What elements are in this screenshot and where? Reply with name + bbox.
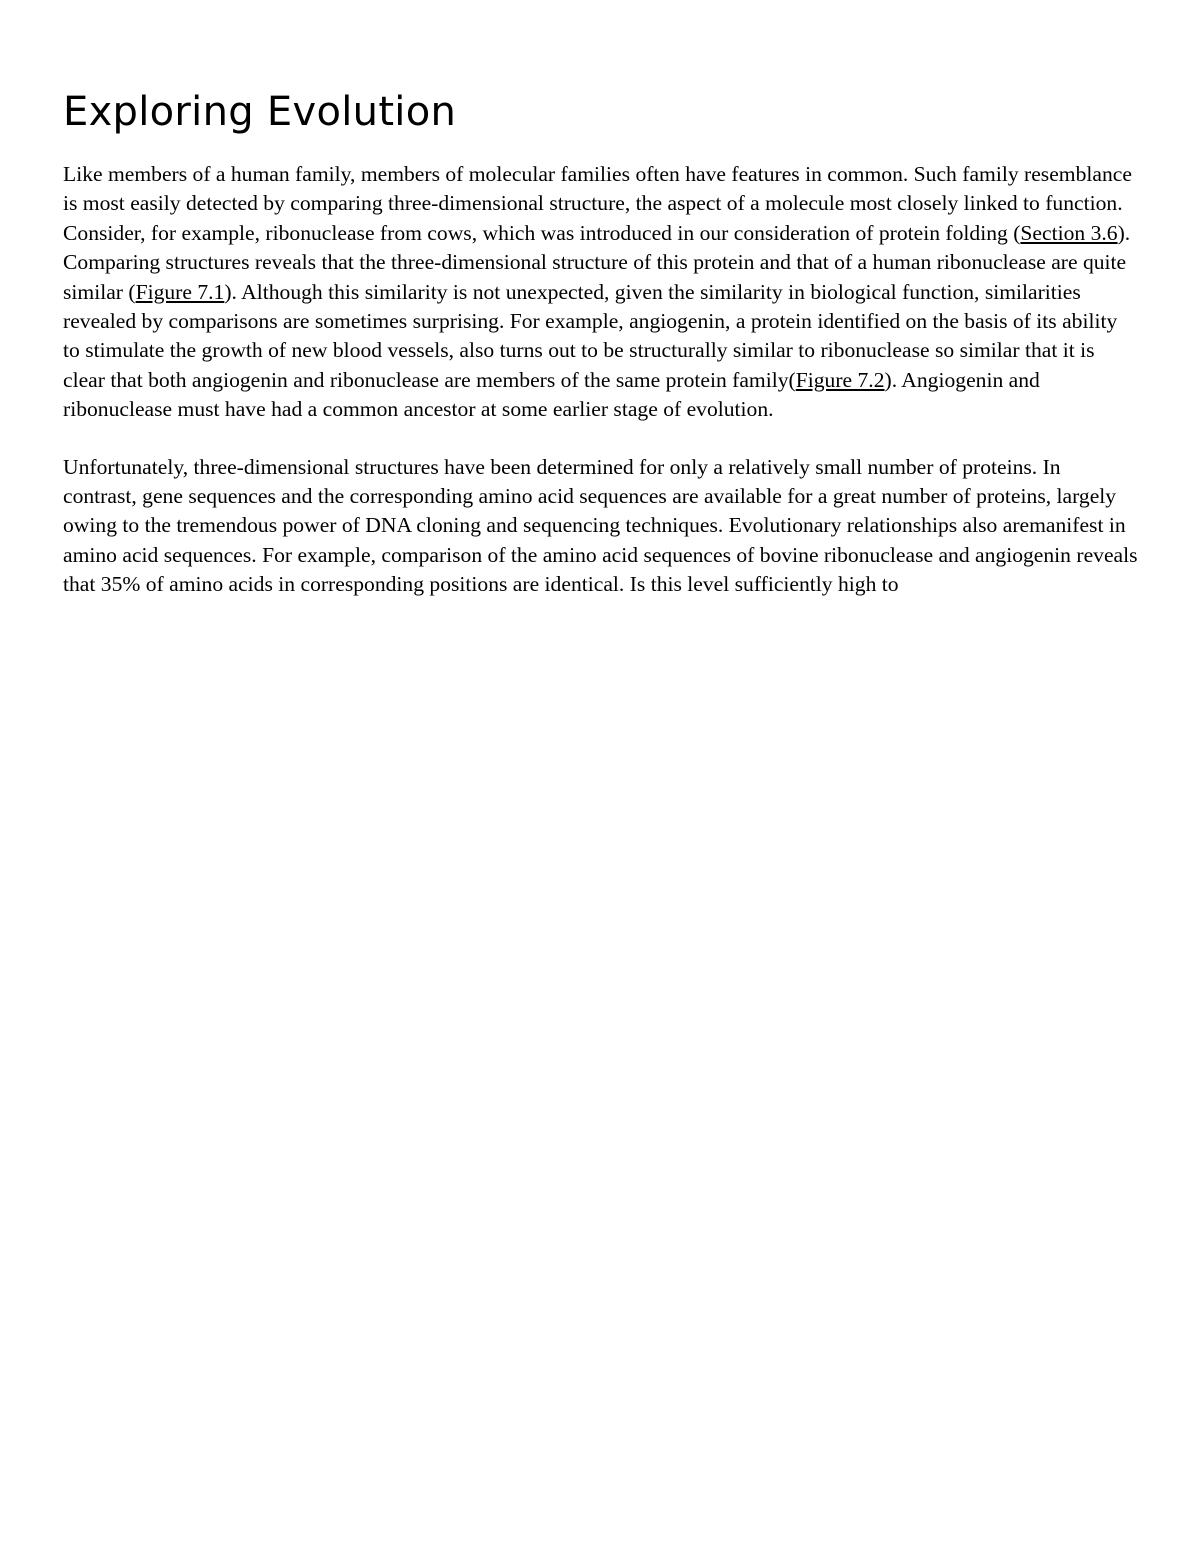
section-3-6-link[interactable]: Section 3.6 bbox=[1020, 220, 1118, 245]
figure-7-1-link[interactable]: Figure 7.1 bbox=[135, 279, 225, 304]
paragraph-1-text-2: ). Comparing structures reveals that the three-dimensional structure of this protein and that of a human ribonuclease are quite similar ( bbox=[63, 220, 1131, 304]
figure-7-2-link[interactable]: Figure 7.2 bbox=[795, 367, 885, 392]
paragraph-1 bbox=[63, 160, 1138, 425]
paragraph-1-text-3: ). Although this similarity is not unexpected, given the similarity in biological function, similarities revealed by comparisons are sometimes surprising. For example, angiogenin, a protein identified on the basis of its ability to stimulate the growth of new blood vessels, also turns out to be structurally similar to ribonuclease so similar that it is clear that both angiogenin and ribonuclease are members of the same protein family( bbox=[63, 279, 1118, 392]
paragraph-1-text-4: ). Angiogenin and ribonuclease must have had a common ancestor at some earlier stage of evolution. bbox=[63, 367, 1040, 422]
document-page bbox=[63, 88, 1143, 628]
paragraph-2: Unfortunately, three-dimensional structures have been determined for only a relatively small number of proteins. In contrast, gene sequences and the corresponding amino acid sequences are available for a great number of proteins, largely owing to the tremendous power of DNA cloning and sequencing techniques. Evolutionary relationships also aremanifest in amino acid sequences. For example, comparison of the amino acid sequences of bovine ribonuclease and angiogenin reveals that 35% of amino acids in corresponding positions are identical. Is this level sufficiently high to bbox=[63, 454, 1138, 597]
paragraph-1-text-1: Like members of a human family, members of molecular families often have features in common. Such family resemblance is most easily detected by comparing three-dimensional structure, the aspect of a molecule most closely linked to function. Consider, for example, ribonuclease from cows, which was introduced in our consideration of protein folding ( bbox=[63, 162, 1132, 245]
document-title: Exploring Evolution bbox=[63, 89, 457, 135]
